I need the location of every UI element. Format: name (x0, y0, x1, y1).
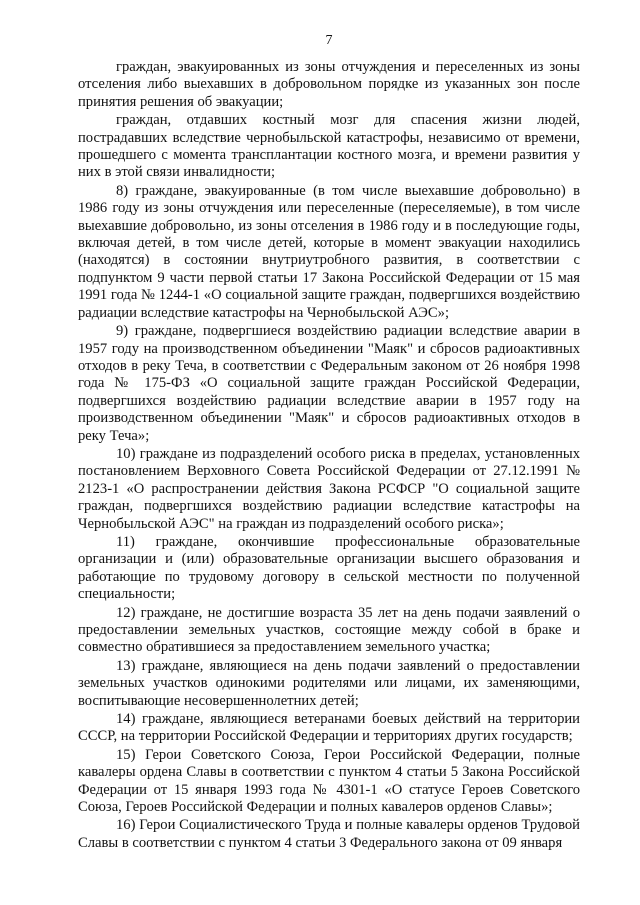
document-body (78, 59, 580, 852)
paragraph: граждан, отдавших костный мозг для спасения жизни людей, пострадавших вследствие чернобыльской катастрофы, независимо от времени, прошедшего с момента трансплантации костного мозга, и времени развития у них в этой связи инвалидности; (78, 112, 580, 181)
paragraph: 9) граждане, подвергшиеся воздействию радиации вследствие аварии в 1957 году на производственном объединении "Маяк" и сбросов радиоактивных отходов в реку Теча, в соответствии с Федеральным законом от 26 ноября 1998 года № 175-ФЗ «О социальной защите граждан Российской Федерации, подвергшихся воздействию радиации вследствие аварии в 1957 году на производственном объединении "Маяк" и сбросов радиоактивных отходов в реку Теча»; (78, 323, 580, 444)
paragraph: 14) граждане, являющиеся ветеранами боевых действий на территории СССР, на территории Российской Федерации и территориях других государств; (78, 711, 580, 745)
paragraph: 13) граждане, являющиеся на день подачи заявлений о предоставлении земельных участков одинокими родителями или лицами, их заменяющими, воспитывающие несовершеннолетних детей; (78, 657, 580, 709)
paragraph: 12) граждане, не достигшие возраста 35 лет на день подачи заявлений о предоставлении земельных участков, состоящие между собой в браке и совместно обратившиеся за предоставлением земельного участка; (78, 604, 580, 656)
paragraph: граждан, эвакуированных из зоны отчуждения и переселенных из зоны отселения либо выехавших в добровольном порядке из указанных зон после принятия решения об эвакуации; (78, 59, 580, 110)
paragraph: 8) граждане, эвакуированные (в том числе выехавшие добровольно) в 1986 году из зоны отчуждения или переселенные (переселяемые), в том числе выехавшие добровольно, из зоны отселения в 1986 году и в последующие годы, включая детей, в том числе детей, которые в момент эвакуации находились (находятся) в состоянии внутриутробного развития, в соответствии с подпунктом 9 части первой статьи 17 Закона Российской Федерации от 15 мая 1991 года № 1244-1 «О социальной защите граждан, подвергшихся воздействию радиации вследствие катастрофы на Чернобыльской АЭС»; (78, 182, 580, 321)
paragraph: 10) граждане из подразделений особого риска в пределах, установленных постановлением Верховного Совета Российской Федерации от 27.12.1991 № 2123-1 «О распространении действия Закона РСФСР "О социальной защите граждан, подвергшихся воздействию радиации вследствие катастрофы на Чернобыльской АЭС" на граждан из подразделений особого риска»; (78, 445, 580, 532)
page-number: 7 (325, 33, 333, 48)
paragraph: 15) Герои Советского Союза, Герои Российской Федерации, полные кавалеры ордена Славы в соответствии с пунктом 4 статьи 5 Закона Российской Федерации от 15 января 1993 года № 4301-1 «О статусе Героев Советского Союза, Героев Российской Федерации и полных кавалеров орденов Славы»; (78, 746, 580, 816)
paragraph: 16) Герои Социалистического Труда и полные кавалеры орденов Трудовой Славы в соответствии с пунктом 4 статьи 3 Федерального закона от 09 января (78, 817, 580, 851)
paragraph: 11) граждане, окончившие профессиональные образовательные организации и (или) образовательные организации высшего образования и работающие по трудовому договору в сельской местности по полученной специальности; (78, 533, 580, 603)
